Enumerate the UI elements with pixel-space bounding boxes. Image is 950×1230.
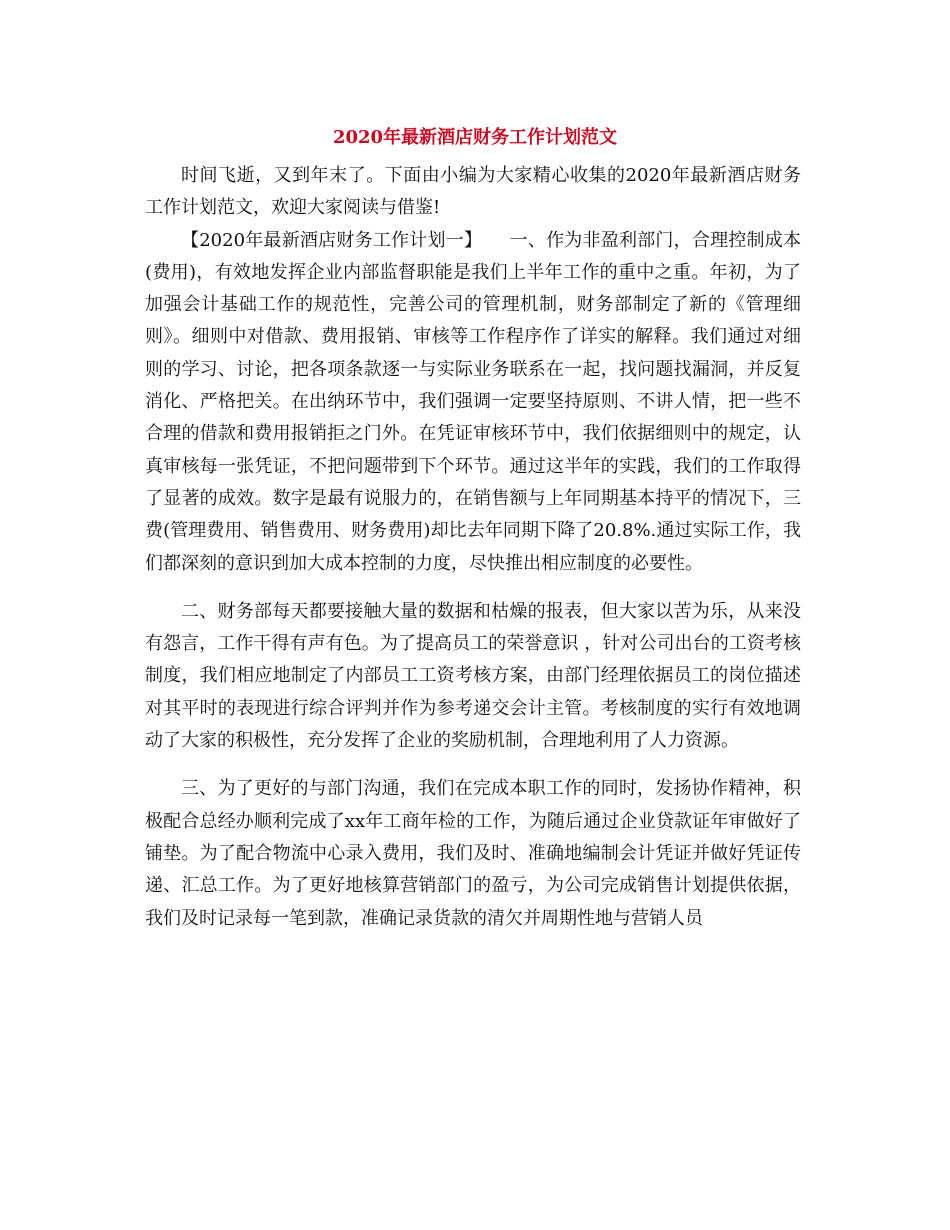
paragraph-plan-one: 【2020年最新酒店财务工作计划一】 一、作为非盈利部门，合理控制成本(费用)，有效地发挥企业内部监督职能是我们上半年工作的重中之重。年初，为了加强会计基础工作的规范性，完善公司的管理机制，财务部制定了新的《管理细则》。细则中对借款、费用报销、审核等工作程序作了详实的解释。我们通过对细则的学习、讨论，把各项条款逐一与实际业务联系在一起，找问题找漏洞，并反复消化、严格把关。在出纳环节中，我们强调一定要坚持原则、不讲人情，把一些不合理的借款和费用报销拒之门外。在凭证审核环节中，我们依据细则中的规定，认真审核每一张凭证，不把问题带到下个环节。通过这半年的实践，我们的工作取得了显著的成效。数字是最有说服力的，在销售额与上年同期基本持平的情况下，三费(管理费用、销售费用、财务费用)却比去年同期下降了20.8%.通过实际工作，我们都深刻的意识到加大成本控制的力度，尽快推出相应制度的必要性。 <box>145 229 801 574</box>
paragraph-section-two: 二、财务部每天都要接触大量的数据和枯燥的报表，但大家以苦为乐，从来没有怨言，工作干得有声有色。为了提高员工的荣誉意识 ，针对公司出台的工资考核制度，我们相应地制定了内部员工工资考核方案，由部门经理依据员工的岗位描述对其平时的表现进行综合评判并作为参考递交会计主管。考核制度的实行有效地调动了大家的积极性，充分发挥了企业的奖励机制，合理地利用了人力资源。 <box>145 600 801 752</box>
document-title: 2020年最新酒店财务工作计划范文 <box>332 127 618 148</box>
paragraph-intro: 时间飞逝，又到年末了。下面由小编为大家精心收集的2020年最新酒店财务工作计划范文，欢迎大家阅读与借鉴! <box>145 165 801 219</box>
document-body <box>145 160 801 935</box>
paragraph-section-three: 三、为了更好的与部门沟通，我们在完成本职工作的同时，发扬协作精神，积极配合总经办顺利完成了xx年工商年检的工作，为随后通过企业贷款证年审做好了铺垫。为了配合物流中心录入费用，我们及时、准确地编制会计凭证并做好凭证传递、汇总工作。为了更好地核算营销部门的盈亏，为公司完成销售计划提供依据，我们及时记录每一笔到款，准确记录货款的清欠并周期性地与营销人员 <box>145 778 801 929</box>
